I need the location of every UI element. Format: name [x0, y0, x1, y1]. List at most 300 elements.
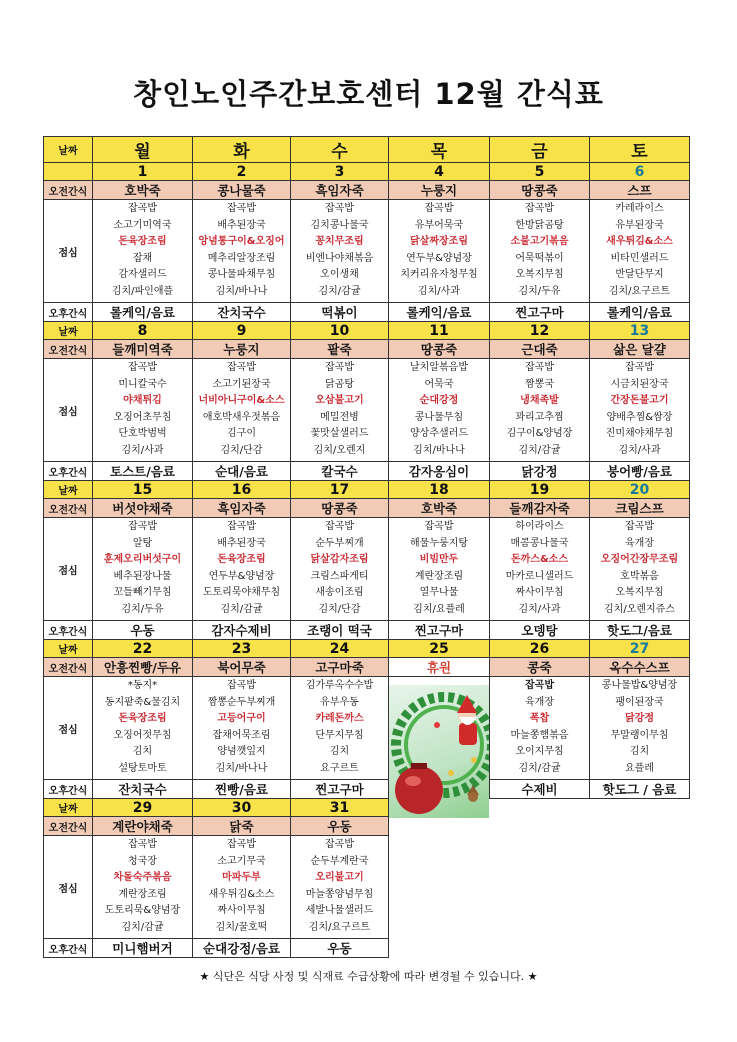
pm-snack-row — [44, 939, 690, 958]
lunch-item: 닭살감자조림 — [310, 554, 369, 566]
lunch-row — [44, 836, 690, 939]
lunch-item: 김치/단감 — [220, 444, 263, 456]
lunch-item: 돈육장조림 — [217, 554, 266, 566]
pm-snack-cell: 롤케익/음료 — [590, 303, 690, 322]
lunch-item: 단호박범벅 — [118, 428, 167, 440]
am-snack-cell: 크림스프 — [590, 499, 690, 518]
pm-snack-cell: 붕어빵/음료 — [590, 462, 690, 481]
lunch-item: 김치/두유 — [518, 285, 561, 297]
lunch-cell — [291, 518, 389, 621]
pm-snack-label: 오후간식 — [44, 462, 93, 481]
lunch-item: 잡곡밥 — [227, 203, 256, 214]
lunch-item: 양배추찜&쌈장 — [606, 411, 673, 423]
lunch-item: 콩나물무침 — [414, 411, 464, 423]
weekday-4: 금 — [490, 137, 590, 163]
lunch-item: 감자샐러드 — [118, 269, 167, 281]
date-cell: 8 — [93, 322, 193, 340]
lunch-item: 애호박새우젓볶음 — [202, 411, 281, 423]
weekday-5: 토 — [590, 137, 690, 163]
lunch-item: 오리불고기 — [315, 872, 364, 884]
date-cell: 2 — [193, 163, 291, 181]
date-cell: 30 — [193, 799, 291, 817]
lunch-item: 배추된장국 — [217, 537, 266, 549]
lunch-item: 비엔나야채볶음 — [305, 252, 374, 264]
date-cell: 16 — [193, 481, 291, 499]
lunch-item: 유부우동 — [320, 696, 359, 708]
am-snack-cell: 고구마죽 — [291, 658, 389, 677]
lunch-cell — [590, 518, 690, 621]
lunch-item: 잡곡밥 — [227, 521, 256, 532]
lunch-item: 양상추샐러드 — [410, 428, 468, 440]
lunch-item: 잡곡밥 — [128, 839, 157, 850]
lunch-item: 메밀전병 — [320, 411, 359, 423]
lunch-item: 김치/두유 — [121, 603, 164, 615]
pm-snack-label: 오후간식 — [44, 939, 93, 958]
lunch-cell — [490, 200, 590, 303]
pm-snack-cell: 잔치국수 — [93, 780, 193, 799]
date-cell: 5 — [490, 163, 590, 181]
lunch-item: *동지* — [127, 680, 158, 691]
pm-snack-row — [44, 780, 690, 799]
date-row — [44, 322, 690, 340]
lunch-item: 마파두부 — [222, 872, 261, 884]
lunch-item: 카레돈까스 — [315, 713, 364, 725]
lunch-item: 냉채족발 — [520, 395, 559, 407]
lunch-item: 김치/요플레 — [413, 603, 465, 615]
pm-snack-cell: 잔치국수 — [193, 303, 291, 322]
lunch-cell — [389, 359, 490, 462]
lunch-item: 닭강정 — [625, 713, 654, 725]
pm-snack-cell: 찐고구마 — [389, 621, 490, 640]
am-snack-cell: 휴원 — [389, 658, 490, 677]
lunch-item: 김치 — [629, 746, 650, 758]
lunch-item: 오복지무침 — [615, 587, 664, 599]
lunch-item: 청국장 — [128, 855, 157, 867]
lunch-item: 잡곡밥 — [525, 362, 554, 373]
pm-snack-cell: 찐빵/음료 — [193, 780, 291, 799]
am-snack-row — [44, 340, 690, 359]
am-snack-cell: 땅콩죽 — [291, 499, 389, 518]
weekday-header-row — [44, 137, 690, 163]
am-snack-row — [44, 658, 690, 677]
lunch-item: 잡곡밥 — [625, 521, 654, 532]
date-cell: 10 — [291, 322, 389, 340]
lunch-item: 잡곡밥 — [227, 680, 256, 691]
pm-snack-label: 오후간식 — [44, 303, 93, 322]
lunch-item: 김치 — [329, 746, 350, 758]
am-snack-label: 오전간식 — [44, 658, 93, 677]
lunch-item: 소고기무국 — [217, 855, 266, 867]
lunch-item: 양념깻잎지 — [217, 746, 266, 758]
lunch-item: 날치알볶음밥 — [410, 362, 468, 373]
lunch-item: 오징어젓무침 — [113, 729, 172, 741]
lunch-item: 김치/감귤 — [121, 921, 164, 933]
lunch-item: 오징어초무침 — [113, 411, 172, 423]
lunch-item: 잡곡밥 — [128, 362, 157, 373]
lunch-cell — [590, 200, 690, 303]
date-label: 날짜 — [44, 640, 93, 658]
lunch-item: 오삼불고기 — [315, 395, 364, 407]
lunch-cell — [389, 518, 490, 621]
date-cell: 24 — [291, 640, 389, 658]
date-cell: 13 — [590, 322, 690, 340]
lunch-item: 비빔만두 — [419, 554, 459, 566]
lunch-cell — [193, 836, 291, 939]
lunch-item: 김치/사과 — [417, 285, 460, 297]
pm-snack-cell: 토스트/음료 — [93, 462, 193, 481]
lunch-cell — [389, 200, 490, 303]
lunch-item: 잡곡밥 — [525, 680, 554, 691]
lunch-item: 김치 — [132, 746, 153, 758]
lunch-item: 오징어간장무조림 — [600, 554, 679, 566]
am-snack-cell: 삶은 달걀 — [590, 340, 690, 359]
lunch-item: 순두부계란국 — [310, 855, 369, 867]
lunch-item: 호박볶음 — [620, 570, 659, 582]
am-snack-cell: 계란야채죽 — [93, 817, 193, 836]
lunch-label: 점심 — [44, 200, 93, 303]
lunch-label: 점심 — [44, 677, 93, 780]
pm-snack-cell: 감자옹심이 — [389, 462, 490, 481]
lunch-item: 소불고기볶음 — [510, 236, 569, 248]
date-cell: 15 — [93, 481, 193, 499]
lunch-item: 김치/감귤 — [318, 285, 361, 297]
am-snack-cell: 흑임자죽 — [193, 499, 291, 518]
date-cell: 29 — [93, 799, 193, 817]
lunch-item: 짬뽕국 — [525, 378, 554, 390]
lunch-cell — [291, 677, 389, 780]
am-snack-cell: 버섯야채죽 — [93, 499, 193, 518]
lunch-item: 잡곡밥 — [325, 203, 354, 214]
lunch-cell — [590, 359, 690, 462]
am-snack-label: 오전간식 — [44, 817, 93, 836]
date-cell: 31 — [291, 799, 389, 817]
lunch-item: 도토리묵&양념장 — [104, 905, 181, 917]
lunch-item: 계란장조림 — [118, 888, 167, 900]
lunch-item: 잡곡밥 — [325, 839, 354, 850]
lunch-item: 치커리유자청무침 — [400, 269, 478, 281]
lunch-item: 육개장 — [525, 696, 554, 708]
date-cell: 6 — [590, 163, 690, 181]
lunch-item: 도토리묵야채무침 — [202, 587, 281, 599]
lunch-cell — [93, 200, 193, 303]
lunch-item: 오이지무침 — [515, 746, 564, 758]
lunch-item: 무말랭이무침 — [610, 729, 669, 741]
am-snack-row — [44, 181, 690, 200]
lunch-item: 김치/바나나 — [413, 444, 465, 456]
lunch-item: 앙념통구이&오징어 — [198, 236, 285, 248]
am-snack-cell: 흑임자죽 — [291, 181, 389, 200]
lunch-item: 잡곡밥 — [625, 362, 654, 373]
lunch-item: 돈까스&소스 — [510, 554, 569, 566]
lunch-item: 김치/바나나 — [215, 285, 268, 297]
am-snack-cell: 누룽지 — [193, 340, 291, 359]
lunch-item: 김구이&양념장 — [506, 428, 573, 440]
lunch-cell — [490, 677, 590, 780]
date-cell: 1 — [93, 163, 193, 181]
pm-snack-cell: 미니햄버거 — [93, 939, 193, 958]
am-snack-cell: 누룽지 — [389, 181, 490, 200]
lunch-item: 비타민샐러드 — [610, 252, 669, 264]
lunch-item: 김구이 — [227, 428, 256, 440]
lunch-item: 소고기된장국 — [212, 378, 271, 390]
date-cell: 17 — [291, 481, 389, 499]
lunch-cell — [193, 359, 291, 462]
christmas-image — [389, 685, 489, 818]
lunch-item: 메추리알장조림 — [207, 252, 276, 264]
lunch-item: 김치/요구르트 — [308, 921, 371, 933]
lunch-cell — [93, 836, 193, 939]
pm-snack-label: 오후간식 — [44, 621, 93, 640]
date-cell: 18 — [389, 481, 490, 499]
date-cell: 23 — [193, 640, 291, 658]
am-snack-cell: 근대죽 — [490, 340, 590, 359]
pm-snack-row — [44, 303, 690, 322]
lunch-item: 설탕토마토 — [118, 762, 167, 774]
am-snack-cell: 안흥찐빵/두유 — [93, 658, 193, 677]
lunch-item: 크림스파게티 — [310, 570, 369, 582]
pm-snack-cell: 칼국수 — [291, 462, 389, 481]
pm-snack-label: 오후간식 — [44, 780, 93, 799]
lunch-item: 고등어구이 — [217, 713, 266, 725]
date-row — [44, 640, 690, 658]
lunch-item: 마늘쫑양념무침 — [305, 888, 374, 900]
lunch-item: 꽃맛살샐러드 — [310, 428, 369, 440]
lunch-cell — [93, 518, 193, 621]
date-cell: 19 — [490, 481, 590, 499]
am-snack-cell: 우동 — [291, 817, 389, 836]
lunch-item: 돈육장조림 — [118, 713, 167, 725]
am-snack-label: 오전간식 — [44, 181, 93, 200]
lunch-item: 꽁치무조림 — [315, 236, 364, 248]
lunch-item: 간장돈불고기 — [610, 395, 669, 407]
lunch-cell — [291, 359, 389, 462]
am-snack-cell: 호박죽 — [93, 181, 193, 200]
lunch-item: 요플레 — [625, 762, 654, 774]
lunch-item: 매콤콩나물국 — [510, 537, 569, 549]
date-cell: 22 — [93, 640, 193, 658]
lunch-item: 잡곡밥 — [525, 203, 554, 214]
lunch-item: 짬뽕순두부찌개 — [207, 696, 276, 708]
date-label: 날짜 — [44, 799, 93, 817]
lunch-item: 세발나물샐러드 — [305, 905, 374, 917]
am-snack-label: 오전간식 — [44, 499, 93, 518]
pm-snack-cell: 오뎅탕 — [490, 621, 590, 640]
lunch-item: 김치/사과 — [518, 603, 561, 615]
lunch-item: 잡곡밥 — [227, 839, 256, 850]
pm-snack-cell: 찐고구마 — [490, 303, 590, 322]
am-snack-cell: 호박죽 — [389, 499, 490, 518]
lunch-item: 훈제오리버섯구이 — [103, 554, 182, 566]
lunch-item: 김치/바나나 — [215, 762, 268, 774]
date-cell: 12 — [490, 322, 590, 340]
lunch-item: 한방닭곰탕 — [515, 219, 564, 231]
lunch-label: 점심 — [44, 836, 93, 939]
lunch-item: 잡곡밥 — [424, 521, 454, 532]
weekday-2: 수 — [291, 137, 389, 163]
lunch-item: 너비아니구이&소스 — [198, 395, 285, 407]
pm-snack-cell: 조랭이 떡국 — [291, 621, 389, 640]
date-cell: 27 — [590, 640, 690, 658]
lunch-item: 김치/감귤 — [518, 762, 561, 774]
lunch-item: 꽈리고추찜 — [515, 411, 564, 423]
lunch-item: 김치/파인애플 — [111, 285, 174, 297]
lunch-item: 돈육장조림 — [118, 236, 167, 248]
pm-snack-row — [44, 462, 690, 481]
lunch-item: 유부어묵국 — [414, 219, 464, 231]
lunch-cell — [590, 677, 690, 780]
lunch-cell — [93, 359, 193, 462]
date-cell: 26 — [490, 640, 590, 658]
lunch-item: 콩나물파채무침 — [207, 269, 276, 281]
lunch-item: 차돌숙주볶음 — [113, 872, 172, 884]
am-snack-cell: 땅콩죽 — [389, 340, 490, 359]
pm-snack-cell: 순대강정/음료 — [193, 939, 291, 958]
lunch-item: 오복지무침 — [515, 269, 564, 281]
lunch-item: 김치/사과 — [618, 444, 661, 456]
lunch-item: 폭찹 — [529, 713, 550, 725]
lunch-cell — [490, 359, 590, 462]
lunch-item: 잡채 — [132, 252, 153, 264]
pm-snack-cell: 롤케익/음료 — [93, 303, 193, 322]
lunch-item: 어묵떡볶이 — [515, 252, 564, 264]
date-cell: 11 — [389, 322, 490, 340]
lunch-item: 김치콩나물국 — [310, 219, 369, 231]
lunch-label: 점심 — [44, 518, 93, 621]
lunch-item: 어묵국 — [424, 378, 454, 390]
lunch-cell — [193, 200, 291, 303]
lunch-item: 연두부&양념장 — [406, 252, 472, 264]
date-row — [44, 481, 690, 499]
lunch-cell — [291, 200, 389, 303]
pm-snack-cell: 찐고구마 — [291, 780, 389, 799]
pm-snack-cell: 우동 — [93, 621, 193, 640]
date-label: 날짜 — [44, 322, 93, 340]
am-snack-cell: 스프 — [590, 181, 690, 200]
lunch-item: 콩나물밥&양념장 — [601, 680, 678, 691]
lunch-item: 새우튀김&소스 — [606, 236, 673, 248]
lunch-item: 배추된장국 — [217, 219, 266, 231]
lunch-item: 팽이된장국 — [615, 696, 664, 708]
lunch-item: 꼬들빼기무침 — [113, 587, 172, 599]
lunch-item: 김치/사과 — [121, 444, 164, 456]
footer-note: ★ 식단은 식당 사정 및 식재료 수급상황에 따라 변경될 수 있습니다. ★ — [199, 970, 538, 983]
date-cell: 20 — [590, 481, 690, 499]
lunch-item: 유부된장국 — [615, 219, 664, 231]
lunch-item: 해물누룽지탕 — [410, 537, 468, 549]
lunch-row — [44, 200, 690, 303]
lunch-item: 시금치된장국 — [610, 378, 669, 390]
lunch-item: 단무지무침 — [315, 729, 364, 741]
lunch-item: 새송이조림 — [315, 587, 364, 599]
lunch-cell — [193, 677, 291, 780]
lunch-item: 잡곡밥 — [227, 362, 256, 373]
lunch-item: 요구르트 — [320, 762, 359, 774]
lunch-item: 순두부찌개 — [315, 537, 364, 549]
am-snack-cell: 콩나물죽 — [193, 181, 291, 200]
lunch-row — [44, 677, 690, 780]
menu-table — [43, 136, 690, 958]
lunch-item: 잡곡밥 — [424, 203, 454, 214]
pm-snack-cell: 핫도그 / 음료 — [590, 780, 690, 799]
lunch-row — [44, 518, 690, 621]
am-snack-label: 오전간식 — [44, 340, 93, 359]
date-cell: 4 — [389, 163, 490, 181]
lunch-item: 진미채야채무침 — [605, 428, 674, 440]
lunch-item: 잡곡밥 — [325, 362, 354, 373]
date-label: 날짜 — [44, 137, 93, 163]
pm-snack-cell: 감자수제비 — [193, 621, 291, 640]
lunch-item: 잡곡밥 — [128, 203, 157, 214]
lunch-item: 김치/오렌지쥬스 — [604, 603, 675, 615]
weekday-3: 목 — [389, 137, 490, 163]
date-cell: 25 — [389, 640, 490, 658]
lunch-item: 닭곰탕 — [325, 378, 354, 390]
lunch-item: 반달단무지 — [615, 269, 664, 281]
date-row — [44, 163, 690, 181]
am-snack-cell: 들깨미역죽 — [93, 340, 193, 359]
lunch-item: 새우튀김&소스 — [208, 888, 275, 900]
am-snack-cell: 땅콩죽 — [490, 181, 590, 200]
date-cell: 3 — [291, 163, 389, 181]
am-snack-cell: 들깨감자죽 — [490, 499, 590, 518]
lunch-cell — [490, 518, 590, 621]
lunch-item: 김치/꿀호떡 — [215, 921, 268, 933]
pm-snack-cell: 핫도그/음료 — [590, 621, 690, 640]
lunch-item: 김치/요구르트 — [608, 285, 671, 297]
pm-snack-cell: 순대/음료 — [193, 462, 291, 481]
lunch-item: 미니칼국수 — [118, 378, 167, 390]
am-snack-row — [44, 499, 690, 518]
lunch-item: 마카로니샐러드 — [505, 570, 574, 582]
lunch-item: 열무나물 — [419, 587, 459, 599]
am-snack-cell: 콩죽 — [490, 658, 590, 677]
lunch-label: 점심 — [44, 359, 93, 462]
lunch-item: 김치/감귤 — [220, 603, 263, 615]
date-row — [44, 799, 690, 817]
lunch-row — [44, 359, 690, 462]
lunch-item: 야채튀김 — [123, 395, 162, 407]
date-label: 날짜 — [44, 481, 93, 499]
lunch-item: 오이생채 — [320, 269, 359, 281]
am-snack-cell: 닭죽 — [193, 817, 291, 836]
lunch-cell — [93, 677, 193, 780]
pm-snack-row — [44, 621, 690, 640]
lunch-item: 동지팥죽&물김치 — [104, 696, 181, 708]
weekday-0: 월 — [93, 137, 193, 163]
lunch-item: 육개장 — [625, 537, 654, 549]
lunch-item: 김치/오렌지 — [313, 444, 366, 456]
lunch-cell — [291, 836, 389, 939]
lunch-item: 알탕 — [132, 537, 153, 549]
lunch-item: 하이라이스 — [515, 521, 564, 532]
lunch-item: 마늘쫑햄볶음 — [510, 729, 569, 741]
lunch-item: 닭살짜장조림 — [410, 236, 468, 248]
am-snack-row — [44, 817, 690, 836]
lunch-item: 김가루옥수수밥 — [305, 680, 374, 691]
am-snack-cell: 팥죽 — [291, 340, 389, 359]
weekday-1: 화 — [193, 137, 291, 163]
pm-snack-cell: 우동 — [291, 939, 389, 958]
am-snack-cell: 북어무죽 — [193, 658, 291, 677]
lunch-cell — [193, 518, 291, 621]
pm-snack-cell: 떡볶이 — [291, 303, 389, 322]
lunch-item: 순대강정 — [419, 395, 459, 407]
lunch-item: 소고기미역국 — [113, 219, 172, 231]
lunch-item: 짜사이무침 — [515, 587, 564, 599]
lunch-item: 잡채어묵조림 — [212, 729, 271, 741]
date-cell: 9 — [193, 322, 291, 340]
pm-snack-cell: 수제비 — [490, 780, 590, 799]
